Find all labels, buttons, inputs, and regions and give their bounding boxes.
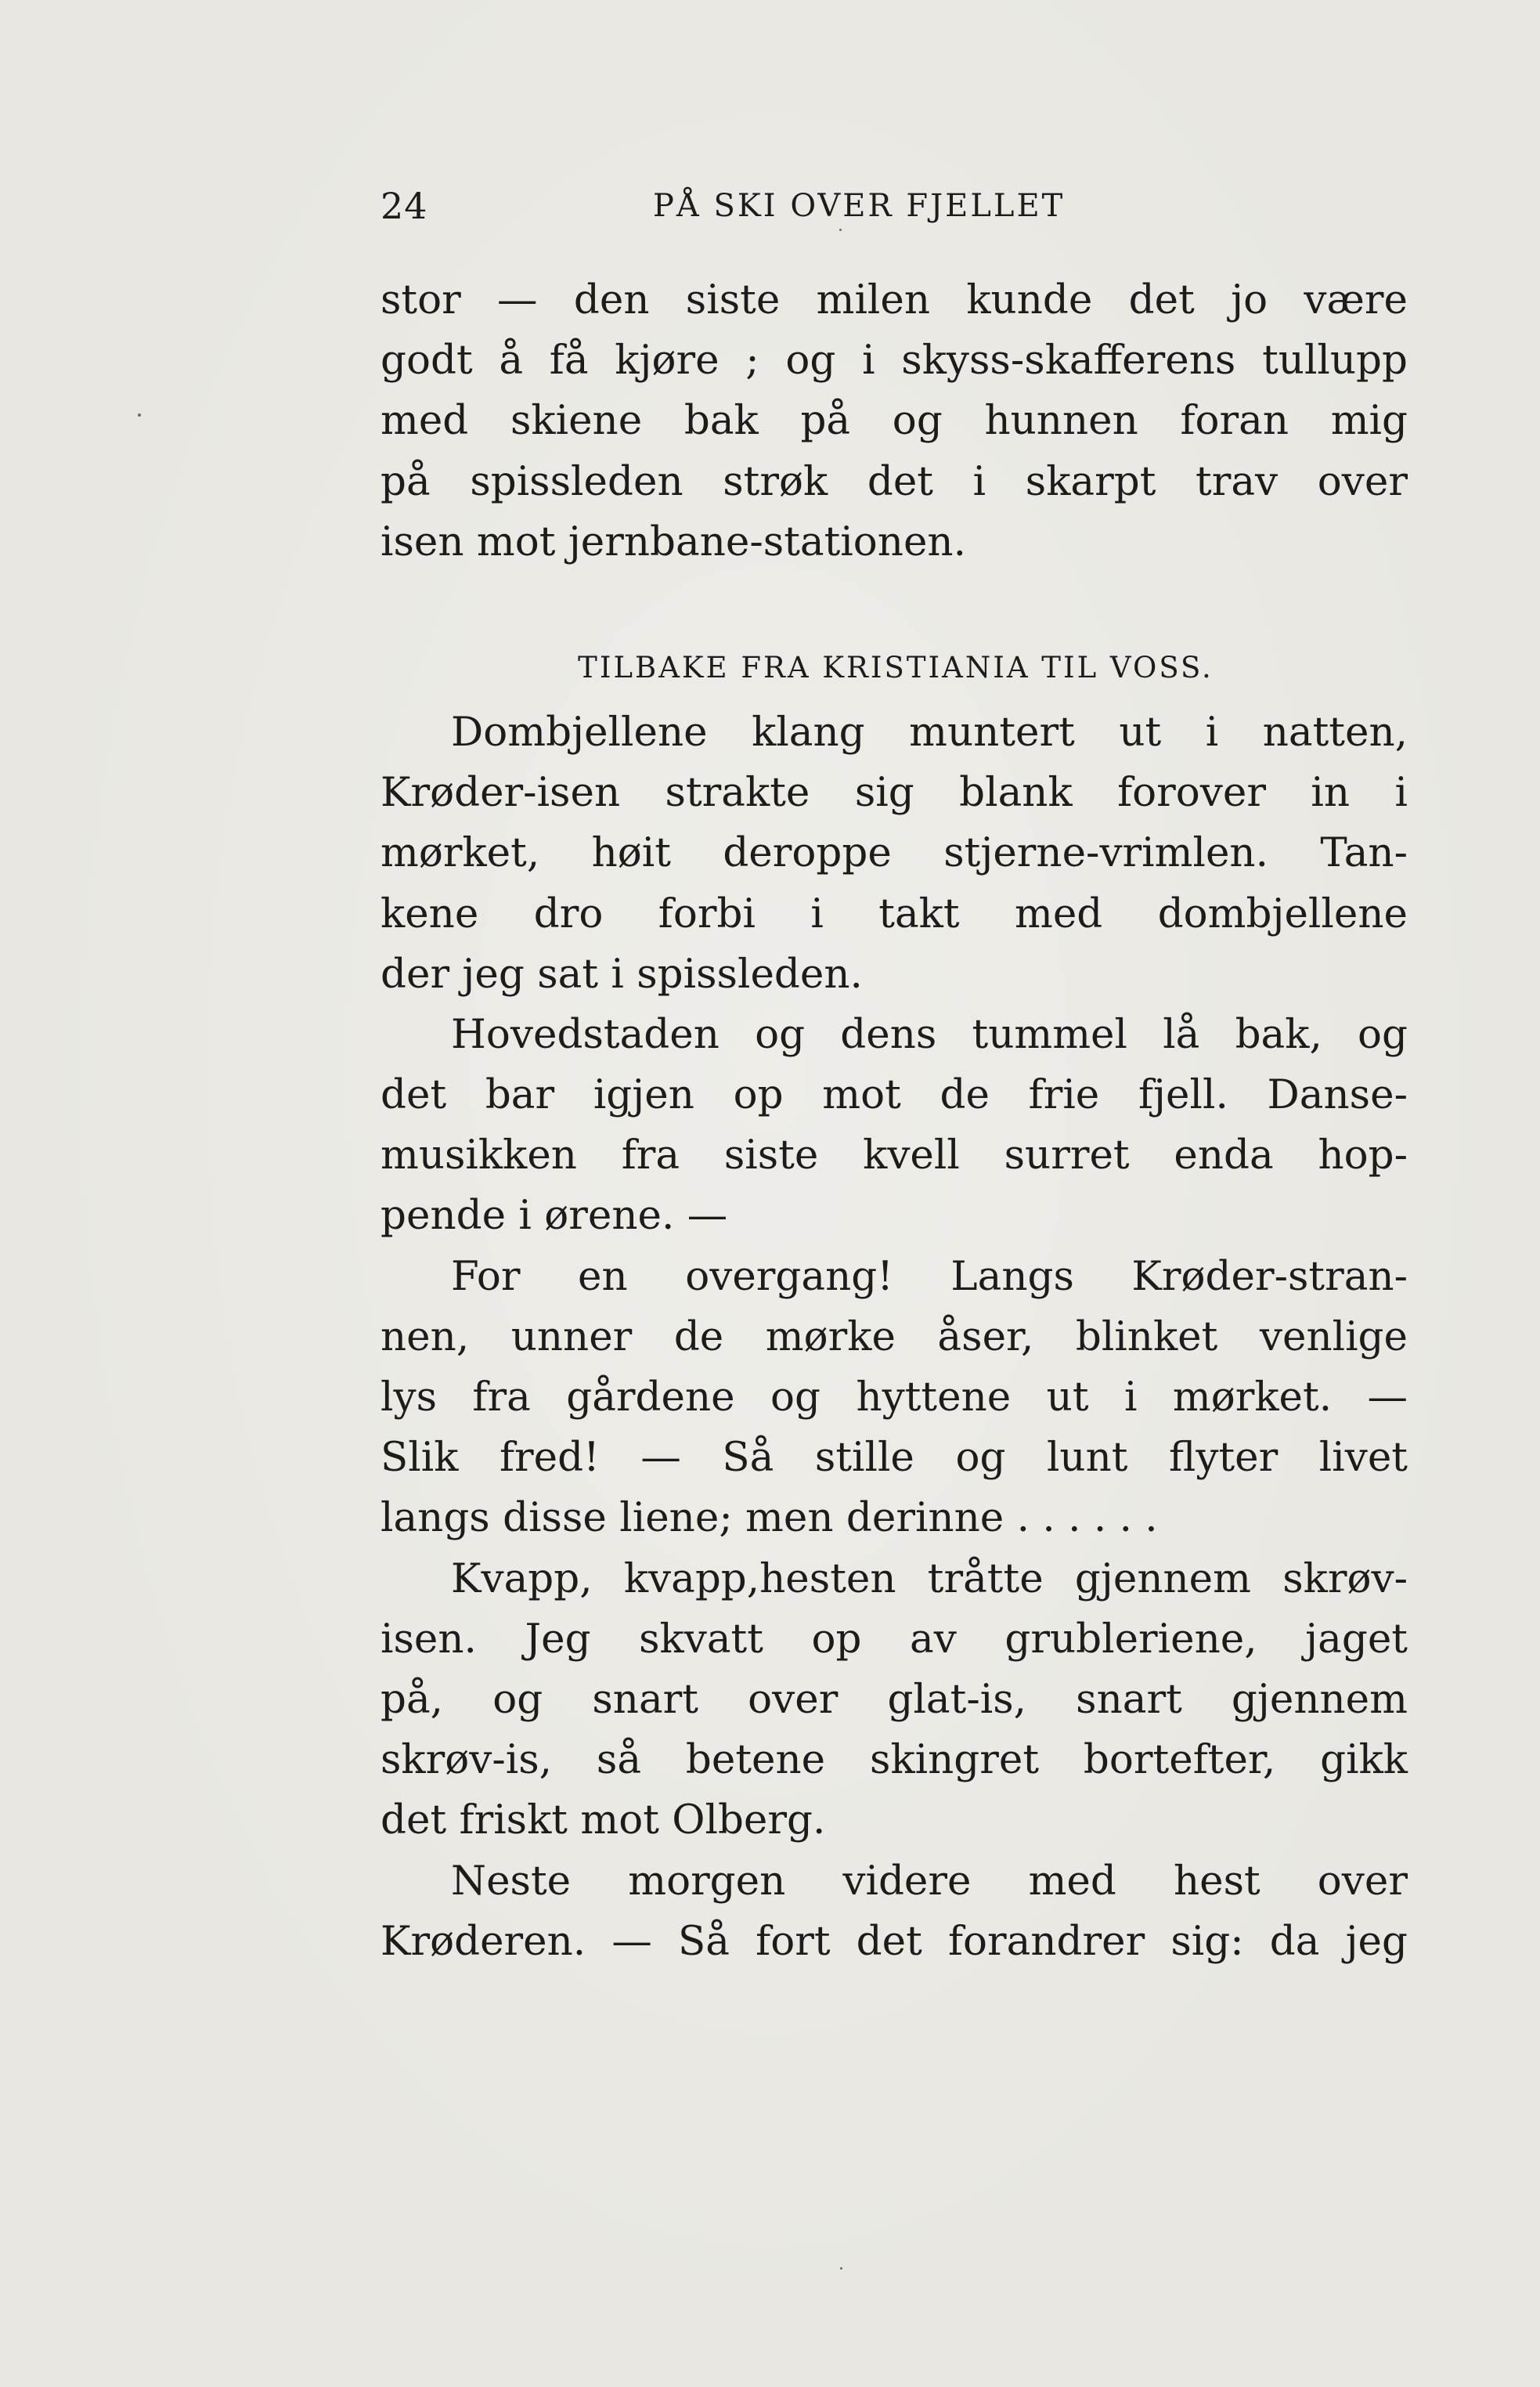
body-text bbox=[380, 270, 1408, 1972]
text-line: lys fra gårdene og hyttene ut i mørket. — bbox=[380, 1374, 1408, 1421]
text-line: skrøv-is, så betene skingret bortefter, gikk bbox=[380, 1736, 1408, 1784]
text-line: isen mot jernbane-stationen. bbox=[380, 518, 966, 565]
page-number: 24 bbox=[380, 185, 428, 227]
paragraph bbox=[380, 1549, 1408, 1851]
text-line: godt å få kjøre ; og i skyss-skafferens tullupp bbox=[380, 337, 1408, 385]
text-line: Slik fred! — Så stille og lunt flyter livet bbox=[380, 1434, 1408, 1482]
text-line: Dombjellene klang muntert ut i natten, bbox=[451, 708, 1408, 756]
text-line: Hovedstaden og dens tummel lå bak, og bbox=[451, 1010, 1408, 1058]
text-line: musikken fra siste kvell surret enda hop- bbox=[380, 1132, 1408, 1179]
text-line: det friskt mot Olberg. bbox=[380, 1797, 826, 1844]
text-line: der jeg sat i spissleden. bbox=[380, 950, 863, 998]
text-line: stor — den siste milen kunde det jo være bbox=[380, 276, 1408, 323]
paragraph bbox=[380, 1851, 1408, 1972]
text-line: pende i ørene. — bbox=[380, 1192, 728, 1240]
text-line: på spissleden strøk det i skarpt trav over bbox=[380, 457, 1408, 505]
text-line: nen, unner de mørke åser, blinket venlige bbox=[380, 1313, 1408, 1360]
text-line: Neste morgen videre med hest over bbox=[451, 1857, 1408, 1905]
text-line: det bar igjen op mot de frie fjell. Danse- bbox=[380, 1071, 1408, 1119]
text-line: mørket, høit deroppe stjerne-vrimlen. Tan- bbox=[380, 829, 1408, 877]
opening-paragraph bbox=[380, 270, 1408, 572]
text-line: Krøder-isen strakte sig blank forover in i bbox=[380, 769, 1408, 817]
paragraph bbox=[380, 702, 1408, 1005]
text-line: isen. Jeg skvatt op av grubleriene, jaget bbox=[380, 1615, 1408, 1663]
text-line: Krøderen. — Så fort det forandrer sig: da jeg bbox=[380, 1917, 1408, 1965]
text-line: på, og snart over glat-is, snart gjennem bbox=[380, 1675, 1408, 1723]
page-header bbox=[380, 185, 1408, 232]
text-line: med skiene bak på og hunnen foran mig bbox=[380, 397, 1408, 445]
paragraph bbox=[380, 1005, 1408, 1247]
running-head: PÅ SKI OVER FJELLET bbox=[653, 188, 1066, 224]
text-line: kene dro forbi i takt med dombjellene bbox=[380, 890, 1408, 937]
text-line: For en overgang! Langs Krøder-stran- bbox=[451, 1252, 1408, 1300]
section-heading: TILBAKE FRA KRISTIANIA TIL VOSS. bbox=[578, 650, 1214, 684]
paragraph bbox=[380, 1247, 1408, 1549]
paper-speck bbox=[840, 2267, 842, 2270]
paper-speck bbox=[839, 229, 842, 231]
text-line: Kvapp, kvapp,hesten tråtte gjennem skrøv- bbox=[451, 1555, 1408, 1602]
text-line: langs disse liene; men derinne . . . . . . bbox=[380, 1494, 1158, 1542]
paper-speck bbox=[138, 413, 141, 417]
